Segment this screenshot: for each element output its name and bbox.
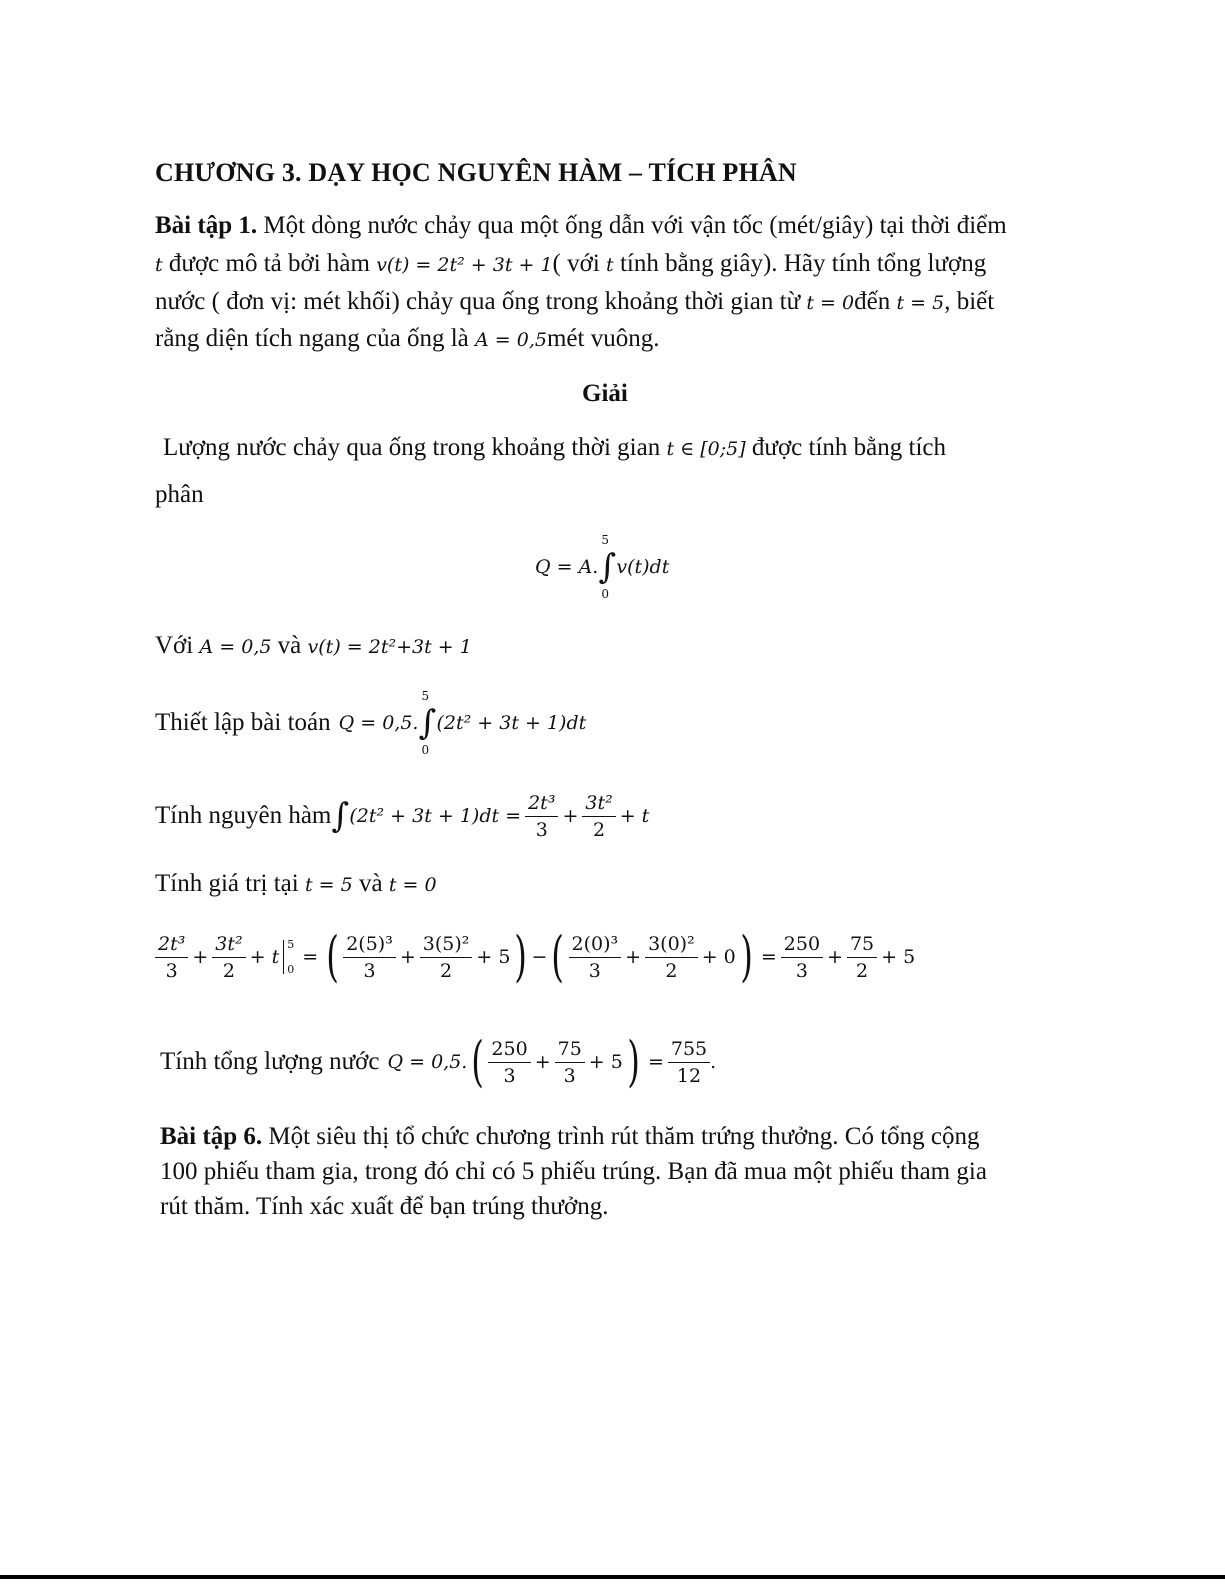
exercise-6-line-2: 100 phiếu tham gia, trong đó chỉ có 5 phiếu trúng. Bạn đã mua một phiếu tham gia <box>160 1158 987 1185</box>
with-line <box>155 628 472 665</box>
antiderivative-line <box>155 786 649 846</box>
integral-lower-limit: 0 <box>601 587 609 601</box>
fraction: $\frac{75}{2}$ <box>847 931 877 984</box>
total-label: Tính tổng lượng nước <box>160 1048 380 1075</box>
setup-line <box>155 686 586 760</box>
fraction: $\frac{\text{3t²}}{2}$ <box>212 931 245 984</box>
plus-sign: + <box>399 946 416 968</box>
plus-sign: + <box>534 1051 551 1073</box>
exercise-1-line-4 <box>155 321 659 358</box>
math-t-zero: t = 0 <box>388 874 437 896</box>
evaluate-label: Tính giá trị tại <box>155 870 299 897</box>
exercise-1-text: rằng diện tích ngang của ống là <box>155 325 469 352</box>
setup-integrand: (2t² + 3t + 1)dt <box>436 712 587 734</box>
plus-t: + t <box>249 946 280 968</box>
integral-sign: ∫ 5 0 <box>598 533 617 601</box>
equals-sign: = <box>647 1051 664 1073</box>
plus-zero: + 0 <box>701 946 736 968</box>
exercise-1-text: , biết <box>944 288 995 315</box>
fraction: $\frac{250}{3}$ <box>488 1036 530 1089</box>
plus-t: + t <box>619 805 650 827</box>
math-t: t <box>606 254 614 276</box>
integral-upper-limit: 5 <box>601 533 609 547</box>
solution-intro-line-2: phân <box>155 481 204 508</box>
plus-sign: + <box>827 946 843 968</box>
fraction: $\frac{755}{12}$ <box>668 1036 710 1089</box>
integral-sign: ∫ 5 0 <box>418 689 437 757</box>
exercise-1-text: mét vuông. <box>546 325 660 352</box>
with-label: Với <box>155 632 194 659</box>
formula-q-lhs: Q = A. <box>535 556 599 578</box>
right-paren: ) <box>514 925 528 988</box>
fraction: $\frac{\text{3t²}}{2}$ <box>582 790 615 843</box>
fraction: $\frac{\text{2t³}}{3}$ <box>155 931 188 984</box>
integral-upper-limit: 5 <box>421 689 430 703</box>
left-paren: ( <box>471 1030 485 1093</box>
evaluation-bar: 5 0 <box>283 940 298 974</box>
antiderivative-label: Tính nguyên hàm <box>155 802 332 829</box>
exercise-6-text: Một siêu thị tổ chức chương trình rút thăm trứng thưởng. Có tổng cộng <box>262 1123 980 1150</box>
plus-sign: + <box>562 805 579 827</box>
plus-five: + 5 <box>881 946 916 968</box>
fraction: $\frac{\text{3(0)²}}{2}$ <box>645 931 698 984</box>
solution-intro-line-1 <box>163 430 946 467</box>
exercise-1-text: đến <box>854 288 891 315</box>
total-line <box>160 1028 716 1096</box>
integral-sign: ∫ <box>331 796 350 836</box>
setup-label: Thiết lập bài toán <box>155 709 331 736</box>
fraction: $\frac{\text{2(5)³}}{3}$ <box>343 931 396 984</box>
period: . <box>710 1051 717 1073</box>
solution-text: được tính bằng tích <box>751 434 946 461</box>
exercise-1-text: được mô tả bởi hàm <box>162 250 370 277</box>
math-velocity-function: v(t) = 2t²+3t + 1 <box>307 636 472 658</box>
right-paren: ) <box>739 925 753 988</box>
exercise-6-line-1 <box>160 1119 979 1155</box>
exercise-1-line-3 <box>155 284 994 321</box>
plus-five: + 5 <box>476 946 511 968</box>
exercise-1-label: Bài tập 1. <box>155 212 258 239</box>
left-paren: ( <box>326 925 340 988</box>
math-t-five: t = 5 <box>304 874 353 896</box>
plus-five: + 5 <box>588 1051 623 1073</box>
fraction: $\frac{\text{2t³}}{3}$ <box>525 790 558 843</box>
math-area: A = 0,5 <box>199 636 272 658</box>
page-bottom-border <box>0 1575 1225 1579</box>
math-area: A = 0,5 <box>475 329 547 351</box>
fraction: $\frac{250}{3}$ <box>781 931 823 984</box>
fraction: $\frac{\text{2(0)³}}{3}$ <box>569 931 622 984</box>
exercise-1-text: ( với <box>552 250 600 277</box>
exercise-1-line-1 <box>155 208 1007 244</box>
chapter-title: CHƯƠNG 3. DẠY HỌC NGUYÊN HÀM – TÍCH PHÂN <box>155 158 797 187</box>
with-and: và <box>277 632 302 659</box>
integral-lower-limit: 0 <box>421 743 430 757</box>
math-t-zero: t = 0 <box>806 292 855 314</box>
evaluate-label-line <box>155 866 437 903</box>
fraction: $\frac{75}{3}$ <box>555 1036 585 1089</box>
math-velocity-function: v(t) = 2t² + 3t + 1 <box>376 254 553 276</box>
evaluation-expression <box>155 922 915 992</box>
evaluate-and: và <box>358 870 383 897</box>
exercise-1-text: nước ( đơn vị: mét khối) chảy qua ống trong khoảng thời gian từ <box>155 288 801 315</box>
left-paren: ( <box>551 925 565 988</box>
exercise-1-text: tính bằng giây). Hãy tính tổng lượng <box>619 250 987 277</box>
total-q: Q = 0,5. <box>387 1051 468 1073</box>
antiderivative-integrand: (2t² + 3t + 1)dt = <box>349 805 522 827</box>
formula-q-integral <box>535 530 669 604</box>
setup-q: Q = 0,5. <box>338 712 419 734</box>
minus-sign: − <box>531 946 548 968</box>
equals-sign: = <box>302 946 319 968</box>
math-t-five: t = 5 <box>896 292 945 314</box>
solution-heading: Giải <box>582 380 628 407</box>
equals-sign: = <box>760 946 777 968</box>
math-t: t <box>155 254 163 276</box>
exercise-1-line-2 <box>155 246 986 283</box>
plus-sign: + <box>192 946 209 968</box>
solution-text: Lượng nước chảy qua ống trong khoảng thời gian <box>163 434 661 461</box>
math-interval: t ∈ [0;5] <box>666 438 746 460</box>
plus-sign: + <box>625 946 642 968</box>
exercise-1-text: Một dòng nước chảy qua một ống dẫn với vận tốc (mét/giây) tại thời điểm <box>257 212 1007 239</box>
exercise-6-line-3: rút thăm. Tính xác xuất để bạn trúng thưởng. <box>160 1193 609 1220</box>
exercise-6-label: Bài tập 6. <box>160 1123 263 1150</box>
fraction: $\frac{\text{3(5)²}}{2}$ <box>420 931 473 984</box>
right-paren: ) <box>627 1030 640 1093</box>
formula-integrand: v(t)dt <box>616 556 670 578</box>
